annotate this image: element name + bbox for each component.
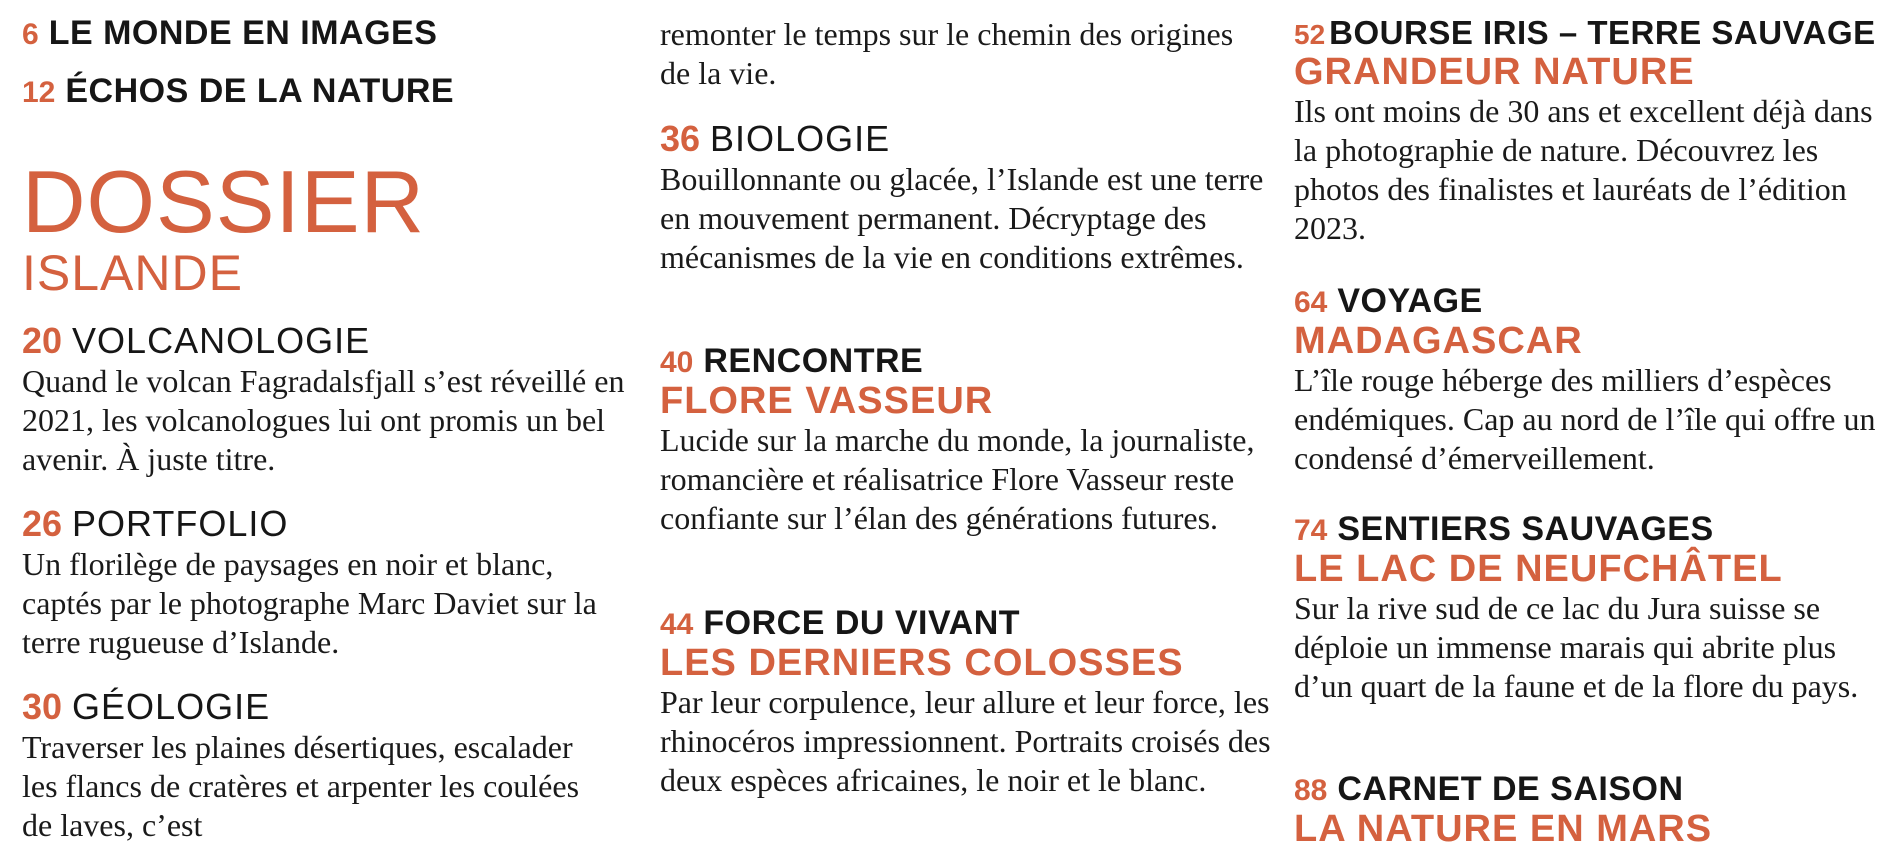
entry-subtitle: GRANDEUR NATURE [1294,51,1695,93]
section-title: VOYAGE [1337,282,1483,320]
entry-description: Sur la rive sud de ce lac du Jura suisse se déploie un immense marais qui abrite plus d’un quart de la faune et de la flore du pays. [1294,590,1859,704]
page-number: 6 [22,18,39,51]
entry-description: Quand le volcan Fagradalsfjall s’est réveillé en 2021, les volcanologues lui ont promis un bel avenir. À juste titre. [22,363,625,477]
entry-subtitle: LE LAC DE NEUFCHÂTEL [1294,548,1783,590]
section-title: ÉCHOS DE LA NATURE [65,72,455,110]
entry-description: Un florilège de paysages en noir et blanc, captés par le photographe Marc Daviet sur la terre rugueuse d’Islande. [22,546,597,660]
entry-description: L’île rouge héberge des milliers d’espèces endémiques. Cap au nord de l’île qui offre un condensé d’émerveillement. [1294,362,1876,476]
toc-entry-biologie[interactable] [660,118,1280,277]
section-title: CARNET DE SAISON [1337,770,1684,808]
continued-description: remonter le temps sur le chemin des origines de la vie. [660,16,1234,91]
section-title: VOLCANOLOGIE [72,320,371,361]
page-number: 20 [22,320,63,361]
section-title: BOURSE IRIS – TERRE SAUVAGE [1329,14,1876,51]
section-title: SENTIERS SAUVAGES [1337,510,1714,548]
page-number: 40 [660,346,694,379]
section-title: LE MONDE EN IMAGES [48,14,438,52]
toc-entry-monde[interactable] [22,14,437,53]
page-number: 30 [22,686,63,727]
entry-subtitle: LA NATURE EN MARS [1294,808,1713,850]
toc-entry-volcanologie[interactable] [22,320,632,479]
dossier-heading [22,152,426,301]
entry-subtitle: MADAGASCAR [1294,320,1583,362]
page-number: 12 [22,76,56,109]
section-title: RENCONTRE [703,342,924,380]
entry-description: Lucide sur la marche du monde, la journaliste, romancière et réalisatrice Flore Vasseur reste confiante sur l’élan des générations futures. [660,422,1255,536]
page-number: 64 [1294,286,1328,319]
entry-description: Bouillonnante ou glacée, l’Islande est une terre en mouvement permanent. Décryptage des mécanismes de la vie en conditions extrêmes. [660,161,1264,275]
section-title: FORCE DU VIVANT [703,604,1021,642]
toc-entry-portfolio[interactable] [22,503,632,662]
toc-entry-bourse-iris[interactable] [1294,14,1894,248]
entry-subtitle: LES DERNIERS COLOSSES [660,642,1184,684]
toc-entry-voyage[interactable] [1294,282,1894,478]
entry-subtitle: FLORE VASSEUR [660,380,994,422]
toc-entry-geologie[interactable] [22,686,582,845]
section-title: BIOLOGIE [710,118,891,159]
section-title: PORTFOLIO [72,503,289,544]
page-number: 52 [1294,19,1326,50]
entry-description: Par leur corpulence, leur allure et leur force, les rhinocéros impressionnent. Portraits croisés des deux espèces africaines, le noir et le blanc. [660,684,1271,798]
toc-entry-rencontre[interactable] [660,342,1280,538]
page-number: 44 [660,608,694,641]
toc-entry-force-du-vivant[interactable] [660,604,1280,800]
dossier-subtitle: ISLANDE [22,245,243,301]
page-number: 36 [660,118,701,159]
section-title: GÉOLOGIE [72,686,271,727]
page-number: 74 [1294,514,1328,547]
entry-description: Ils ont moins de 30 ans et excellent déjà dans la photographie de nature. Découvrez les photos des finalistes et lauréats de l’édition 2023. [1294,93,1873,246]
toc-entry-echos[interactable] [22,72,454,111]
entry-description: Traverser les plaines désertiques, escalader les flancs de cratères et arpenter les coulées de laves, c’est [22,729,580,843]
toc-entry-sentiers-sauvages[interactable] [1294,510,1894,706]
page-number: 88 [1294,774,1328,807]
dossier-title: DOSSIER [22,152,426,251]
toc-entry-carnet-de-saison[interactable] [1294,770,1894,849]
page-number: 26 [22,503,63,544]
